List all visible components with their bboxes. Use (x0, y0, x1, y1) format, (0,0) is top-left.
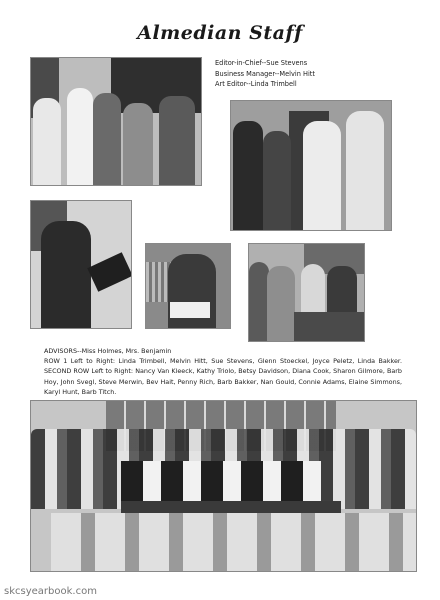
table-shape (121, 501, 341, 513)
staff-caption (44, 346, 402, 397)
editor-line: Editor-in-Chief--Sue Stevens (215, 59, 308, 67)
paper-shape (170, 302, 210, 318)
person-shape (303, 121, 341, 230)
person-shape (41, 221, 91, 328)
staff-discussion-photo (230, 100, 392, 231)
watermark-text: skcsyearbook.com (4, 586, 97, 597)
person-shape (263, 131, 291, 230)
front-row-shape (121, 461, 321, 501)
art-editor-line: Art Editor--Linda Trimbell (215, 80, 297, 88)
person-shape (123, 103, 153, 185)
person-shape (233, 121, 263, 230)
person-shape (249, 262, 269, 341)
business-manager-line: Business Manager--Melvin Hitt (215, 69, 315, 78)
book-shape (87, 252, 132, 292)
person-shape (267, 266, 295, 341)
person-shape (346, 111, 384, 230)
person-shape (327, 266, 357, 316)
staff-list (215, 58, 415, 90)
person-shape (93, 93, 121, 185)
rows-text: ROW 1 Left to Right: Linda Trimbell, Melvin Hitt, Sue Stevens, Glenn Stoeckel, Joyce Peletz, Linda Bakker. SECOND ROW Left to Right: Nancy Van Kleeck, Kathy Triolo, Betsy Davidson, Diana Cook, Sharon Gilmore, Barb Hoy, John Svegl, Steve Merwin, Bev Hait, Penny Rich, Barb Bakker, Nan Gould, Connie Adams, Elaine Simmons, Karyl Hunt, Barb Titch. (44, 357, 402, 396)
group-portrait-photo (30, 400, 417, 572)
person-shape (67, 88, 93, 185)
chairs-shape (51, 513, 416, 571)
group-at-chalkboard-photo (30, 57, 202, 186)
advisors-line: ADVISORS--Miss Holmes, Mrs. Benjamin (44, 347, 172, 355)
staff-at-table-photo (248, 243, 365, 342)
table-shape (294, 312, 364, 341)
girl-with-book-photo (30, 200, 132, 329)
girl-reading-photo (145, 243, 231, 329)
person-shape (33, 98, 61, 185)
person-shape (159, 96, 195, 185)
page-title: Almedian Staff (137, 22, 303, 44)
